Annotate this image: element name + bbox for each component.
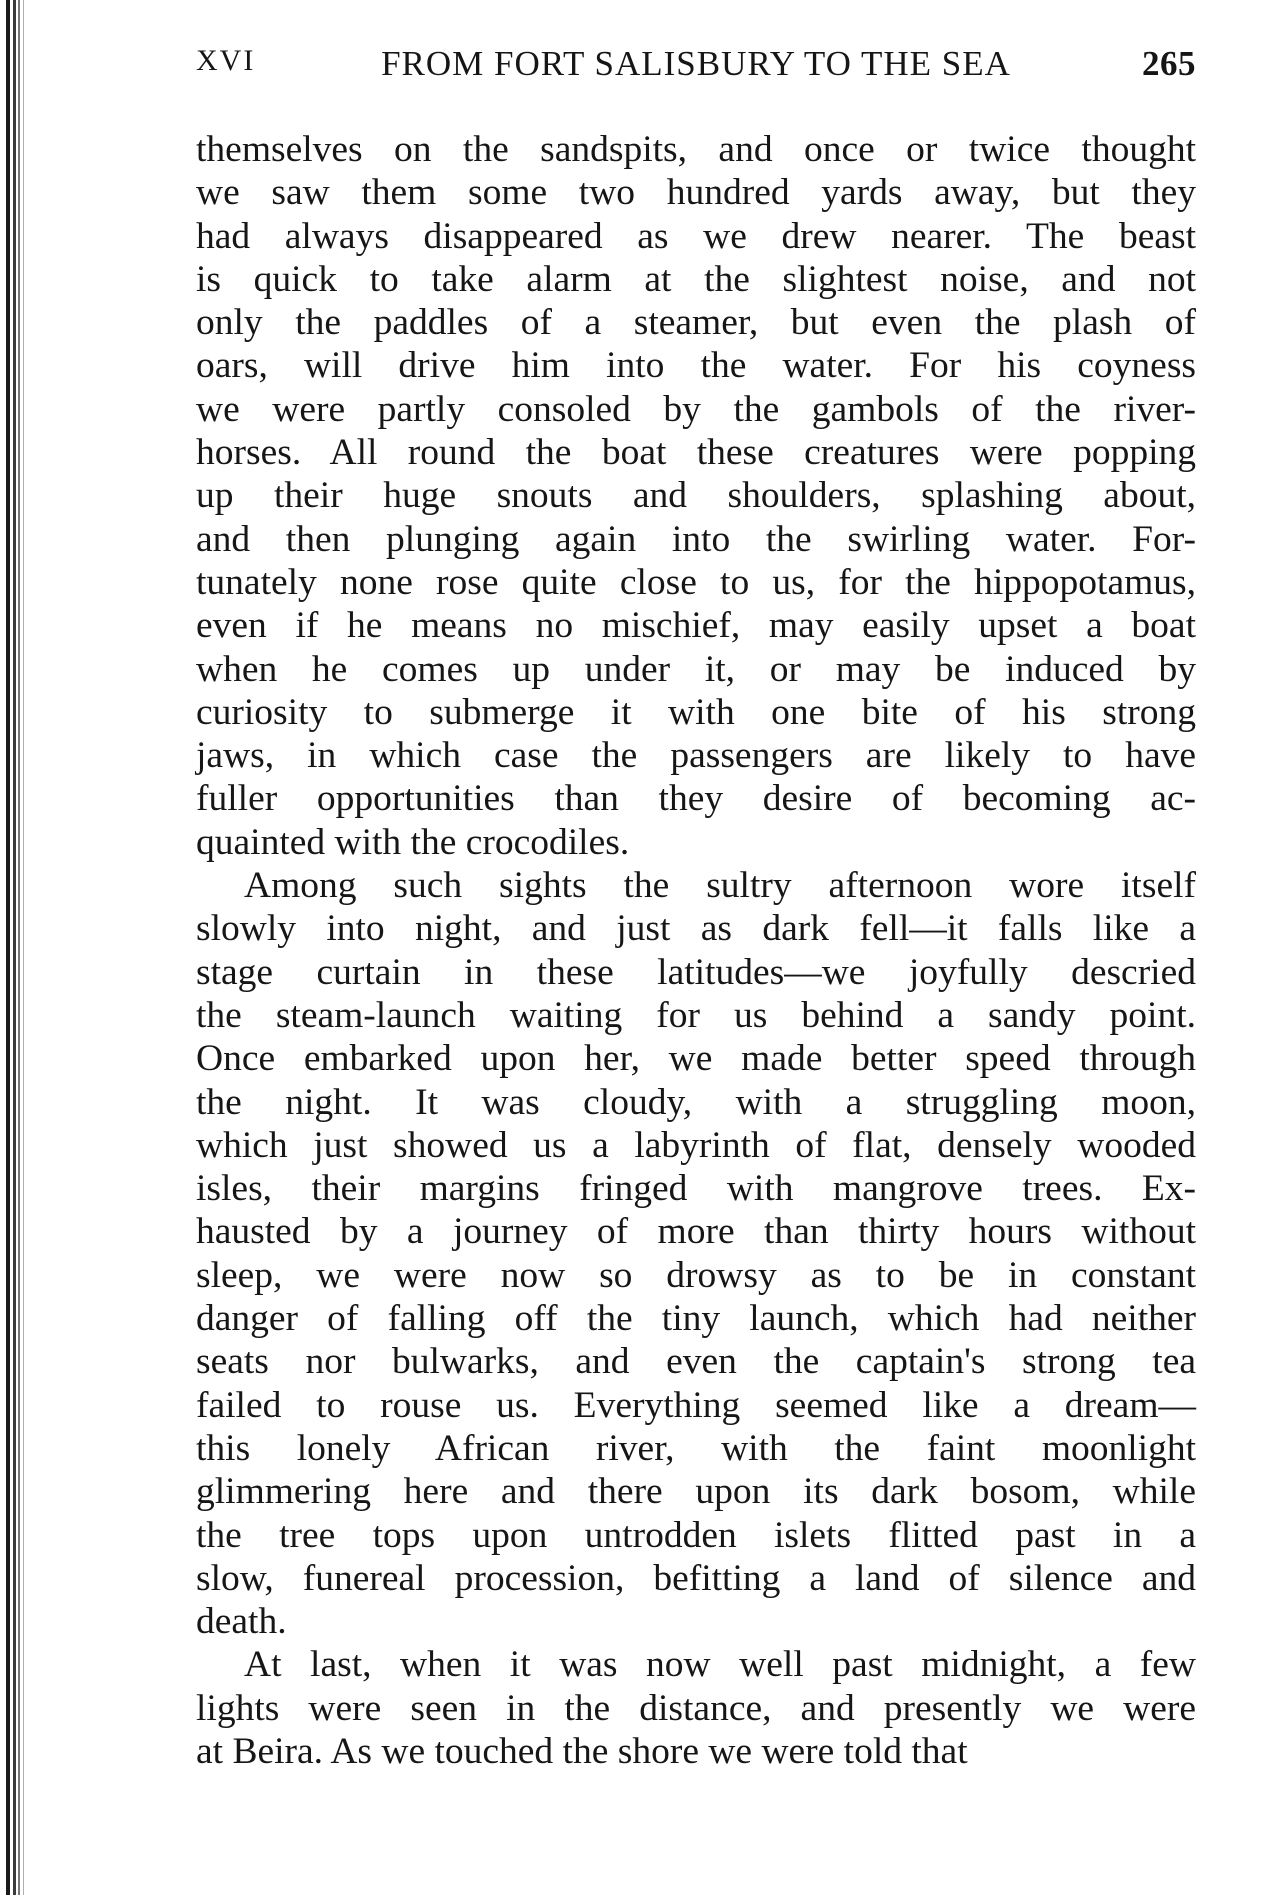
text-line: quainted with the crocodiles. [196, 821, 630, 863]
text-line: glimmering here and there upon its dark bosom, while [196, 1471, 1196, 1513]
text-line: only the paddles of a steamer, but even the plash of [196, 302, 1196, 344]
text-line: oars, will drive him into the water. For his coyness [196, 345, 1196, 387]
chapter-number: XVI [196, 44, 256, 77]
text-line: had always disappeared as we drew nearer. The beast [196, 215, 1196, 257]
text-line: when he comes up under it, or may be induced by [196, 648, 1196, 690]
text-line: at Beira. As we touched the shore we were told that [196, 1730, 968, 1772]
text-line: stage curtain in these latitudes—we joyfully descried [196, 951, 1196, 993]
text-line: horses. All round the boat these creatures were popping [196, 432, 1196, 474]
text-line: lights were seen in the distance, and presently we were [196, 1687, 1196, 1729]
text-line: slowly into night, and just as dark fell—it falls like a [196, 908, 1196, 950]
paragraph [196, 128, 1196, 864]
text-line: curiosity to submerge it with one bite of his strong [196, 691, 1196, 733]
text-line: isles, their margins fringed with mangrove trees. Ex- [196, 1168, 1196, 1210]
body-text [196, 128, 1196, 1773]
text-line: and then plunging again into the swirling water. For- [196, 518, 1196, 560]
text-line: slow, funereal procession, befitting a land of silence and [196, 1557, 1196, 1599]
text-line: Once embarked upon her, we made better speed through [196, 1038, 1196, 1080]
text-line: themselves on the sandspits, and once or twice thought [196, 129, 1196, 170]
text-line: fuller opportunities than they desire of becoming ac- [196, 778, 1196, 820]
text-line: the tree tops upon untrodden islets flitted past in a [196, 1514, 1196, 1556]
text-line: even if he means no mischief, may easily upset a boat [196, 605, 1196, 647]
text-line: At last, when it was now well past midnight, a few [244, 1644, 1196, 1686]
paragraph [196, 1643, 1196, 1773]
text-line: jaws, in which case the passengers are likely to have [196, 735, 1196, 777]
text-line: the steam-launch waiting for us behind a sandy point. [196, 994, 1196, 1036]
text-line: the night. It was cloudy, with a struggling moon, [196, 1081, 1196, 1123]
text-line: is quick to take alarm at the slightest noise, and not [196, 258, 1196, 300]
text-line: this lonely African river, with the faint moonlight [196, 1427, 1196, 1469]
text-line: which just showed us a labyrinth of flat, densely wooded [196, 1124, 1196, 1166]
text-line: danger of falling off the tiny launch, which had neither [196, 1298, 1196, 1340]
text-line: sleep, we were now so drowsy as to be in constant [196, 1254, 1196, 1296]
text-line: up their huge snouts and shoulders, splashing about, [196, 475, 1196, 517]
paragraph [196, 864, 1196, 1643]
text-line: death. [196, 1601, 287, 1643]
binding-edge [0, 0, 42, 1895]
book-page [196, 44, 1196, 1773]
text-line: seats nor bulwarks, and even the captain's strong tea [196, 1341, 1196, 1383]
running-title: FROM FORT SALISBURY TO THE SEA [381, 44, 1011, 83]
text-line: failed to rouse us. Everything seemed like a dream— [196, 1384, 1196, 1426]
page-number: 265 [1142, 44, 1196, 83]
running-head [196, 44, 1196, 94]
text-line: tunately none rose quite close to us, for the hippopotamus, [196, 561, 1196, 603]
text-line: we were partly consoled by the gambols of the river- [196, 388, 1196, 430]
text-line: we saw them some two hundred yards away, but they [196, 172, 1196, 214]
text-line: Among such sights the sultry afternoon wore itself [244, 865, 1196, 907]
text-line: hausted by a journey of more than thirty hours without [196, 1211, 1196, 1253]
